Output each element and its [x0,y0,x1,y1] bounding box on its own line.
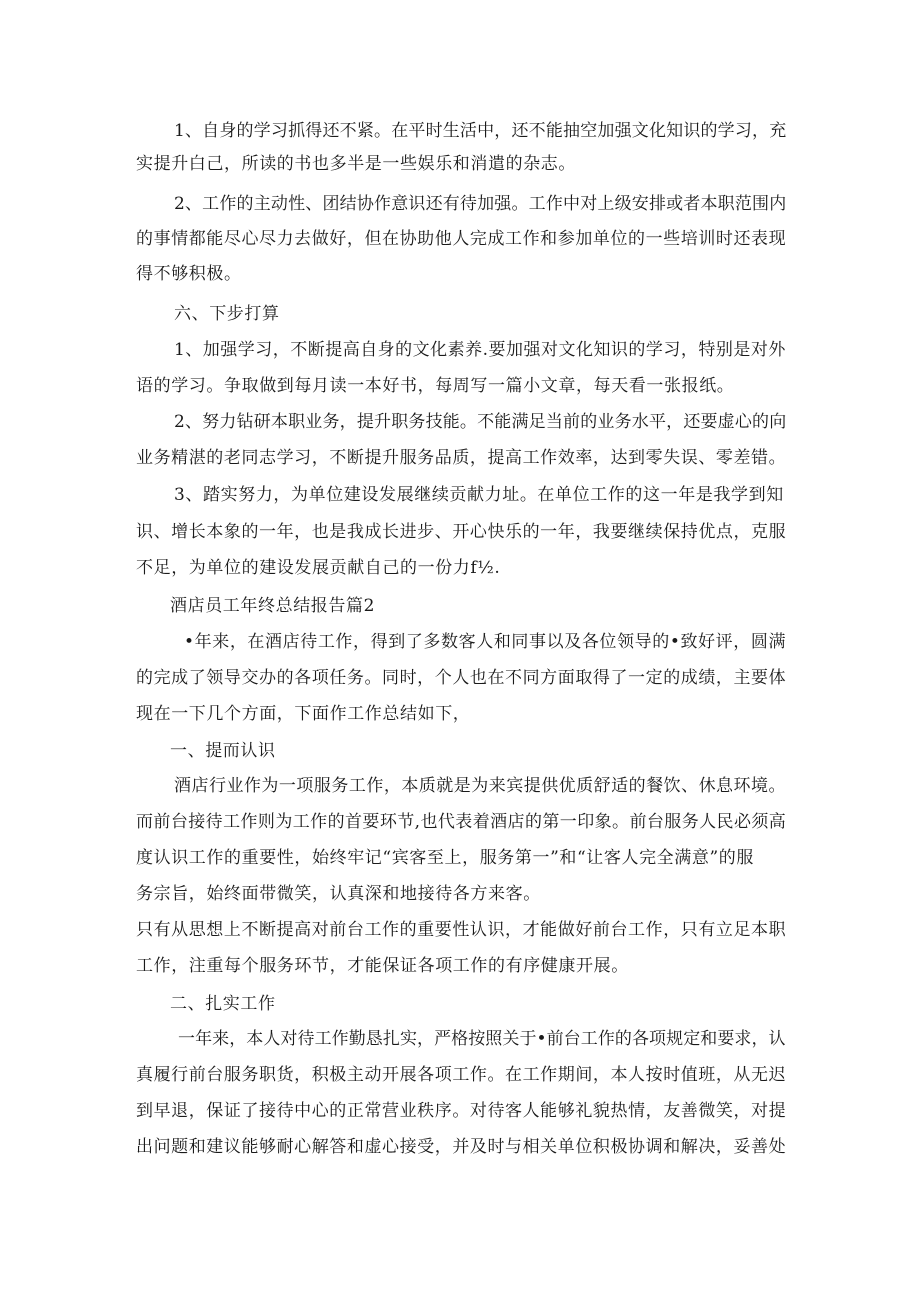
paragraph-line: 实提升白己，所读的书也多半是一些娱乐和消遣的杂志。 [136,154,576,174]
paragraph-line: 得不够积极。 [136,264,242,284]
paragraph-line: 出问题和建议能够耐心解答和虚心接受，并及时与相关单位积极协调和解决，妥善处 [136,1137,787,1157]
paragraph-line: 酒店行业作为一项服务工作，本质就是为来宾提供优质舒适的餐饮、休息环境。 [174,776,786,796]
section-heading: 六、下步打算 [174,304,280,324]
paragraph-line: 2、努力钻研本职业务，提升职务技能。不能满足当前的业务水平，还要虚心的向 [174,412,787,432]
paragraph-line: 工作，注重每个服务环节，才能保证各项工作的有序健康开展。 [136,956,629,976]
paragraph-line: 真履行前台服务职货，积极主动开展各项工作。在工作期间，本人按时值班，从无迟 [136,1065,787,1085]
paragraph-line: 度认识工作的重要性，始终牢记“宾客至上，服务第一”和“让客人完全满意”的服 [136,848,754,868]
paragraph-line: 只有从思想上不断提高对前台工作的重要性认识，才能做好前台工作，只有立足本职 [136,920,787,940]
paragraph-line: 务宗旨，始终面带微笑，认真深和地接待各方来客。 [136,884,541,904]
section-heading: 二、扎实工作 [170,994,276,1014]
paragraph-line: 1、自身的学习抓得还不紧。在平时生活中，还不能抽空加强文化知识的学习，充 [174,121,787,141]
paragraph-line: 1、加强学习，不断提高自身的文化素养.要加强对文化知识的学习，特别是对外 [174,340,786,360]
section-heading: 一、提而认识 [170,741,276,761]
paragraph-line: 识、增长本象的一年，也是我成长进步、开心快乐的一年，我要继续保持优点，克服 [136,522,787,542]
paragraph-line: 3、踏实努力，为单位建设发展继续贡献力址。在单位工作的这一年是我学到知 [174,485,784,505]
paragraph-line: 2、工作的主动性、团结协作意识还有待加强。工作中对上级安排或者本职范围内 [174,194,787,214]
paragraph-line: 业务精湛的老同志学习，不断提升服务品质，提高工作效率，达到零失误、零差错。 [136,448,787,468]
paragraph-line: 的完成了领导交办的各项任务。同时，个人也在不同方面取得了一定的成绩，主要体 [136,668,787,688]
paragraph-line: 到早退，保证了接待中心的正常营业秩序。对待客人能够礼貌热情，友善微笑，对提 [136,1101,787,1121]
paragraph-line: •年来，在酒店待工作，得到了多数客人和同事以及各位领导的•致好评，圆满 [184,632,787,652]
paragraph-line: 现在一下几个方面，下面作工作总结如下， [136,704,471,724]
paragraph-line: 不足，为单位的建设发展贡献自己的一份力f½. [136,558,501,578]
paragraph-line: 的事情都能尽心尽力去做好，但在协助他人完成工作和参加单位的一些培训时还表现 [136,229,787,249]
paragraph-line: 一年来，本人对待工作勤恳扎实，严格按照关于•前台工作的各项规定和要求，认 [178,1029,786,1049]
article-title: 酒店员工年终总结报告篇2 [170,596,376,616]
paragraph-line: 而前台接待工作则为工作的首要环节,也代表着酒店的第一印象。前台服务人民必须高 [136,812,787,832]
paragraph-line: 语的学习。争取做到每月读一本好书，每周写一篇小文章，每天看一张报纸。 [136,376,735,396]
